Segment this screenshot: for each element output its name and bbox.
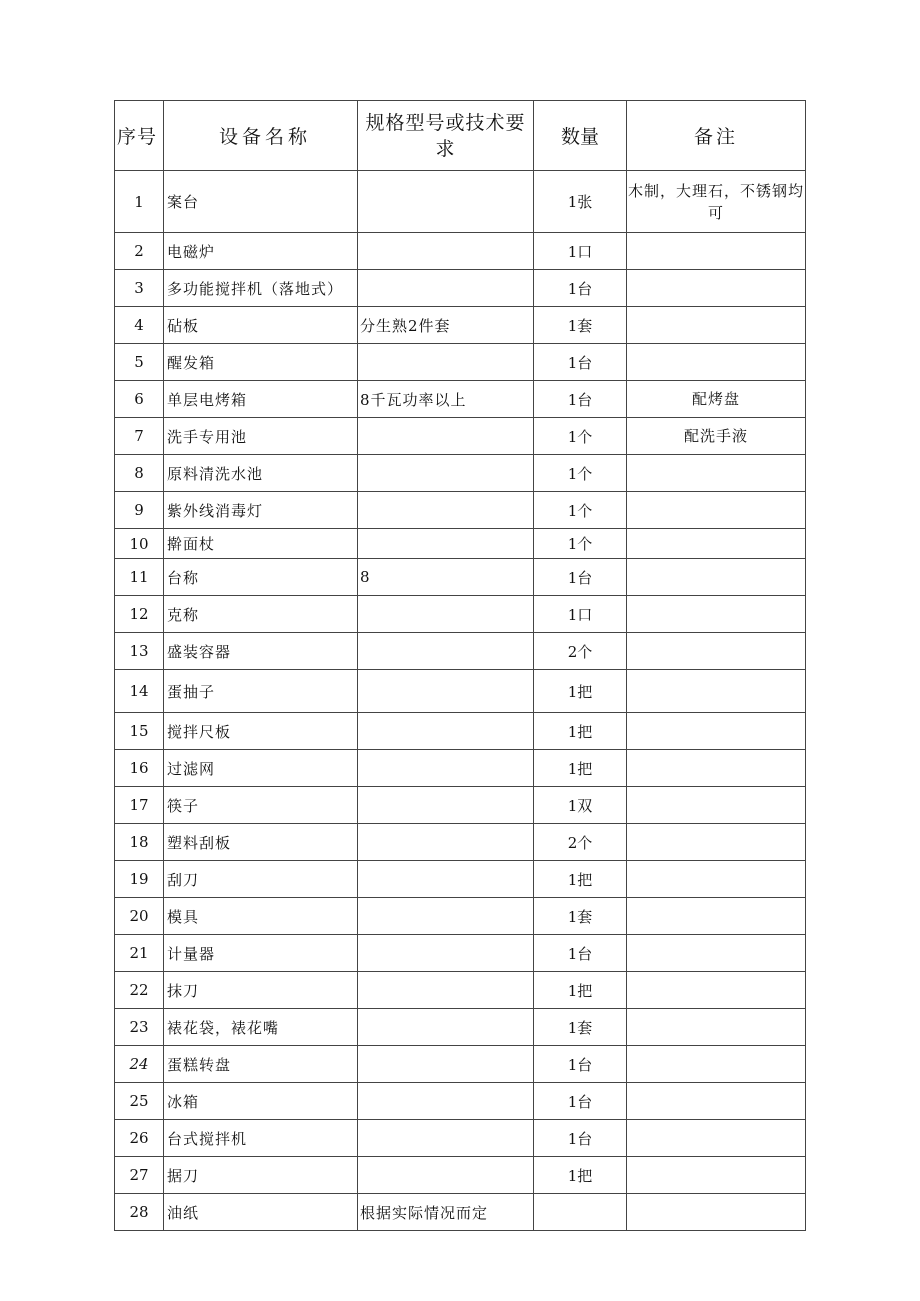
cell-spec (358, 492, 534, 529)
table-row (115, 492, 806, 529)
cell-quantity: 1张 (534, 171, 627, 233)
cell-serial-number: 18 (115, 824, 164, 861)
cell-equipment-name: 据刀 (164, 1157, 358, 1194)
cell-spec (358, 935, 534, 972)
cell-serial-number: 16 (115, 750, 164, 787)
cell-quantity: 1套 (534, 307, 627, 344)
cell-equipment-name: 单层电烤箱 (164, 381, 358, 418)
cell-equipment-name: 案台 (164, 171, 358, 233)
table-row (115, 670, 806, 713)
cell-equipment-name: 模具 (164, 898, 358, 935)
cell-serial-number: 23 (115, 1009, 164, 1046)
cell-remarks: 木制，大理石，不锈钢均可 (627, 171, 806, 233)
cell-equipment-name: 洗手专用池 (164, 418, 358, 455)
cell-serial-number: 20 (115, 898, 164, 935)
cell-quantity: 1双 (534, 787, 627, 824)
table-row (115, 307, 806, 344)
cell-remarks (627, 898, 806, 935)
cell-quantity: 1台 (534, 270, 627, 307)
cell-equipment-name: 计量器 (164, 935, 358, 972)
cell-remarks (627, 861, 806, 898)
cell-quantity: 1口 (534, 596, 627, 633)
cell-quantity: 1台 (534, 344, 627, 381)
cell-spec (358, 972, 534, 1009)
table-body (115, 171, 806, 1231)
cell-spec (358, 418, 534, 455)
cell-remarks (627, 972, 806, 1009)
cell-spec: 分生熟2件套 (358, 307, 534, 344)
table-row (115, 418, 806, 455)
cell-remarks (627, 935, 806, 972)
cell-spec (358, 1157, 534, 1194)
table-row (115, 233, 806, 270)
cell-spec (358, 596, 534, 633)
cell-equipment-name: 克称 (164, 596, 358, 633)
cell-quantity: 2个 (534, 824, 627, 861)
cell-serial-number: 11 (115, 559, 164, 596)
table-header-row (115, 101, 806, 171)
cell-remarks (627, 633, 806, 670)
header-quantity: 数量 (534, 101, 627, 171)
cell-equipment-name: 冰箱 (164, 1083, 358, 1120)
table-row (115, 1009, 806, 1046)
cell-equipment-name: 油纸 (164, 1194, 358, 1231)
cell-spec: 8千瓦功率以上 (358, 381, 534, 418)
cell-serial-number: 13 (115, 633, 164, 670)
equipment-table (114, 100, 806, 1231)
table-row (115, 270, 806, 307)
cell-serial-number: 26 (115, 1120, 164, 1157)
cell-remarks (627, 1083, 806, 1120)
cell-remarks (627, 529, 806, 559)
cell-spec (358, 1083, 534, 1120)
cell-spec (358, 171, 534, 233)
table-row (115, 861, 806, 898)
cell-serial-number: 14 (115, 670, 164, 713)
cell-serial-number: 7 (115, 418, 164, 455)
cell-equipment-name: 擀面杖 (164, 529, 358, 559)
cell-spec (358, 750, 534, 787)
cell-remarks (627, 750, 806, 787)
table-row (115, 787, 806, 824)
cell-serial-number: 19 (115, 861, 164, 898)
cell-serial-number: 12 (115, 596, 164, 633)
cell-serial-number: 9 (115, 492, 164, 529)
cell-equipment-name: 多功能搅拌机（落地式） (164, 270, 358, 307)
cell-serial-number: 10 (115, 529, 164, 559)
cell-remarks (627, 344, 806, 381)
table-row (115, 972, 806, 1009)
cell-equipment-name: 盛装容器 (164, 633, 358, 670)
cell-remarks (627, 455, 806, 492)
cell-serial-number: 21 (115, 935, 164, 972)
table-row (115, 1046, 806, 1083)
table-row (115, 824, 806, 861)
cell-spec (358, 455, 534, 492)
cell-quantity (534, 1194, 627, 1231)
table-row (115, 559, 806, 596)
cell-remarks (627, 233, 806, 270)
cell-spec (358, 1120, 534, 1157)
table-row (115, 1120, 806, 1157)
cell-quantity: 1把 (534, 713, 627, 750)
table-row (115, 529, 806, 559)
cell-serial-number: 4 (115, 307, 164, 344)
cell-equipment-name: 紫外线消毒灯 (164, 492, 358, 529)
header-serial-number: 序号 (115, 101, 164, 171)
cell-equipment-name: 抹刀 (164, 972, 358, 1009)
cell-quantity: 1台 (534, 559, 627, 596)
cell-serial-number: 27 (115, 1157, 164, 1194)
table-row (115, 1083, 806, 1120)
cell-spec: 根据实际情况而定 (358, 1194, 534, 1231)
cell-equipment-name: 筷子 (164, 787, 358, 824)
cell-quantity: 1口 (534, 233, 627, 270)
cell-remarks (627, 824, 806, 861)
cell-remarks: 配洗手液 (627, 418, 806, 455)
table-row (115, 898, 806, 935)
table-row (115, 713, 806, 750)
cell-serial-number: 22 (115, 972, 164, 1009)
cell-spec (358, 1009, 534, 1046)
table-row (115, 381, 806, 418)
cell-equipment-name: 过滤网 (164, 750, 358, 787)
cell-serial-number: 28 (115, 1194, 164, 1231)
cell-serial-number: 8 (115, 455, 164, 492)
cell-remarks (627, 1157, 806, 1194)
cell-remarks (627, 713, 806, 750)
cell-quantity: 1台 (534, 1046, 627, 1083)
cell-serial-number: 2 (115, 233, 164, 270)
cell-remarks (627, 307, 806, 344)
cell-quantity: 1台 (534, 381, 627, 418)
cell-serial-number: 5 (115, 344, 164, 381)
cell-spec (358, 861, 534, 898)
cell-quantity: 1个 (534, 418, 627, 455)
cell-spec (358, 1046, 534, 1083)
cell-spec (358, 344, 534, 381)
cell-quantity: 1台 (534, 1083, 627, 1120)
header-equipment-name: 设备名称 (164, 101, 358, 171)
cell-equipment-name: 砧板 (164, 307, 358, 344)
table-row (115, 344, 806, 381)
cell-serial-number: 3 (115, 270, 164, 307)
cell-equipment-name: 刮刀 (164, 861, 358, 898)
cell-quantity: 1套 (534, 898, 627, 935)
cell-equipment-name: 电磁炉 (164, 233, 358, 270)
cell-remarks (627, 596, 806, 633)
table-row (115, 750, 806, 787)
cell-remarks: 配烤盘 (627, 381, 806, 418)
cell-quantity: 1套 (534, 1009, 627, 1046)
cell-remarks (627, 492, 806, 529)
cell-serial-number: 1 (115, 171, 164, 233)
cell-remarks (627, 1046, 806, 1083)
cell-spec (358, 633, 534, 670)
cell-spec (358, 824, 534, 861)
cell-remarks (627, 270, 806, 307)
cell-equipment-name: 蛋抽子 (164, 670, 358, 713)
cell-serial-number: 6 (115, 381, 164, 418)
cell-spec (358, 898, 534, 935)
cell-equipment-name: 台式搅拌机 (164, 1120, 358, 1157)
cell-equipment-name: 蛋糕转盘 (164, 1046, 358, 1083)
cell-remarks (627, 559, 806, 596)
cell-spec (358, 787, 534, 824)
cell-serial-number: 24 (115, 1046, 164, 1083)
cell-serial-number: 15 (115, 713, 164, 750)
cell-spec (358, 233, 534, 270)
cell-quantity: 1台 (534, 935, 627, 972)
table-row (115, 171, 806, 233)
cell-spec: 8 (358, 559, 534, 596)
cell-remarks (627, 1120, 806, 1157)
table-row (115, 596, 806, 633)
table-row (115, 455, 806, 492)
cell-quantity: 1台 (534, 1120, 627, 1157)
cell-quantity: 1个 (534, 529, 627, 559)
cell-serial-number: 25 (115, 1083, 164, 1120)
cell-remarks (627, 1009, 806, 1046)
cell-equipment-name: 台称 (164, 559, 358, 596)
cell-spec (358, 529, 534, 559)
cell-spec (358, 713, 534, 750)
cell-quantity: 2个 (534, 633, 627, 670)
header-remarks: 备注 (627, 101, 806, 171)
cell-equipment-name: 裱花袋，裱花嘴 (164, 1009, 358, 1046)
cell-remarks (627, 670, 806, 713)
cell-spec (358, 270, 534, 307)
table-row (115, 1157, 806, 1194)
cell-quantity: 1个 (534, 492, 627, 529)
cell-quantity: 1把 (534, 972, 627, 1009)
cell-remarks (627, 787, 806, 824)
header-spec: 规格型号或技术要求 (358, 101, 534, 171)
cell-remarks (627, 1194, 806, 1231)
cell-quantity: 1把 (534, 861, 627, 898)
cell-equipment-name: 原料清洗水池 (164, 455, 358, 492)
table-row (115, 1194, 806, 1231)
cell-quantity: 1个 (534, 455, 627, 492)
cell-quantity: 1把 (534, 670, 627, 713)
cell-quantity: 1把 (534, 750, 627, 787)
cell-equipment-name: 醒发箱 (164, 344, 358, 381)
cell-serial-number: 17 (115, 787, 164, 824)
cell-spec (358, 670, 534, 713)
cell-quantity: 1把 (534, 1157, 627, 1194)
table-row (115, 935, 806, 972)
cell-equipment-name: 搅拌尺板 (164, 713, 358, 750)
cell-equipment-name: 塑料刮板 (164, 824, 358, 861)
table-row (115, 633, 806, 670)
